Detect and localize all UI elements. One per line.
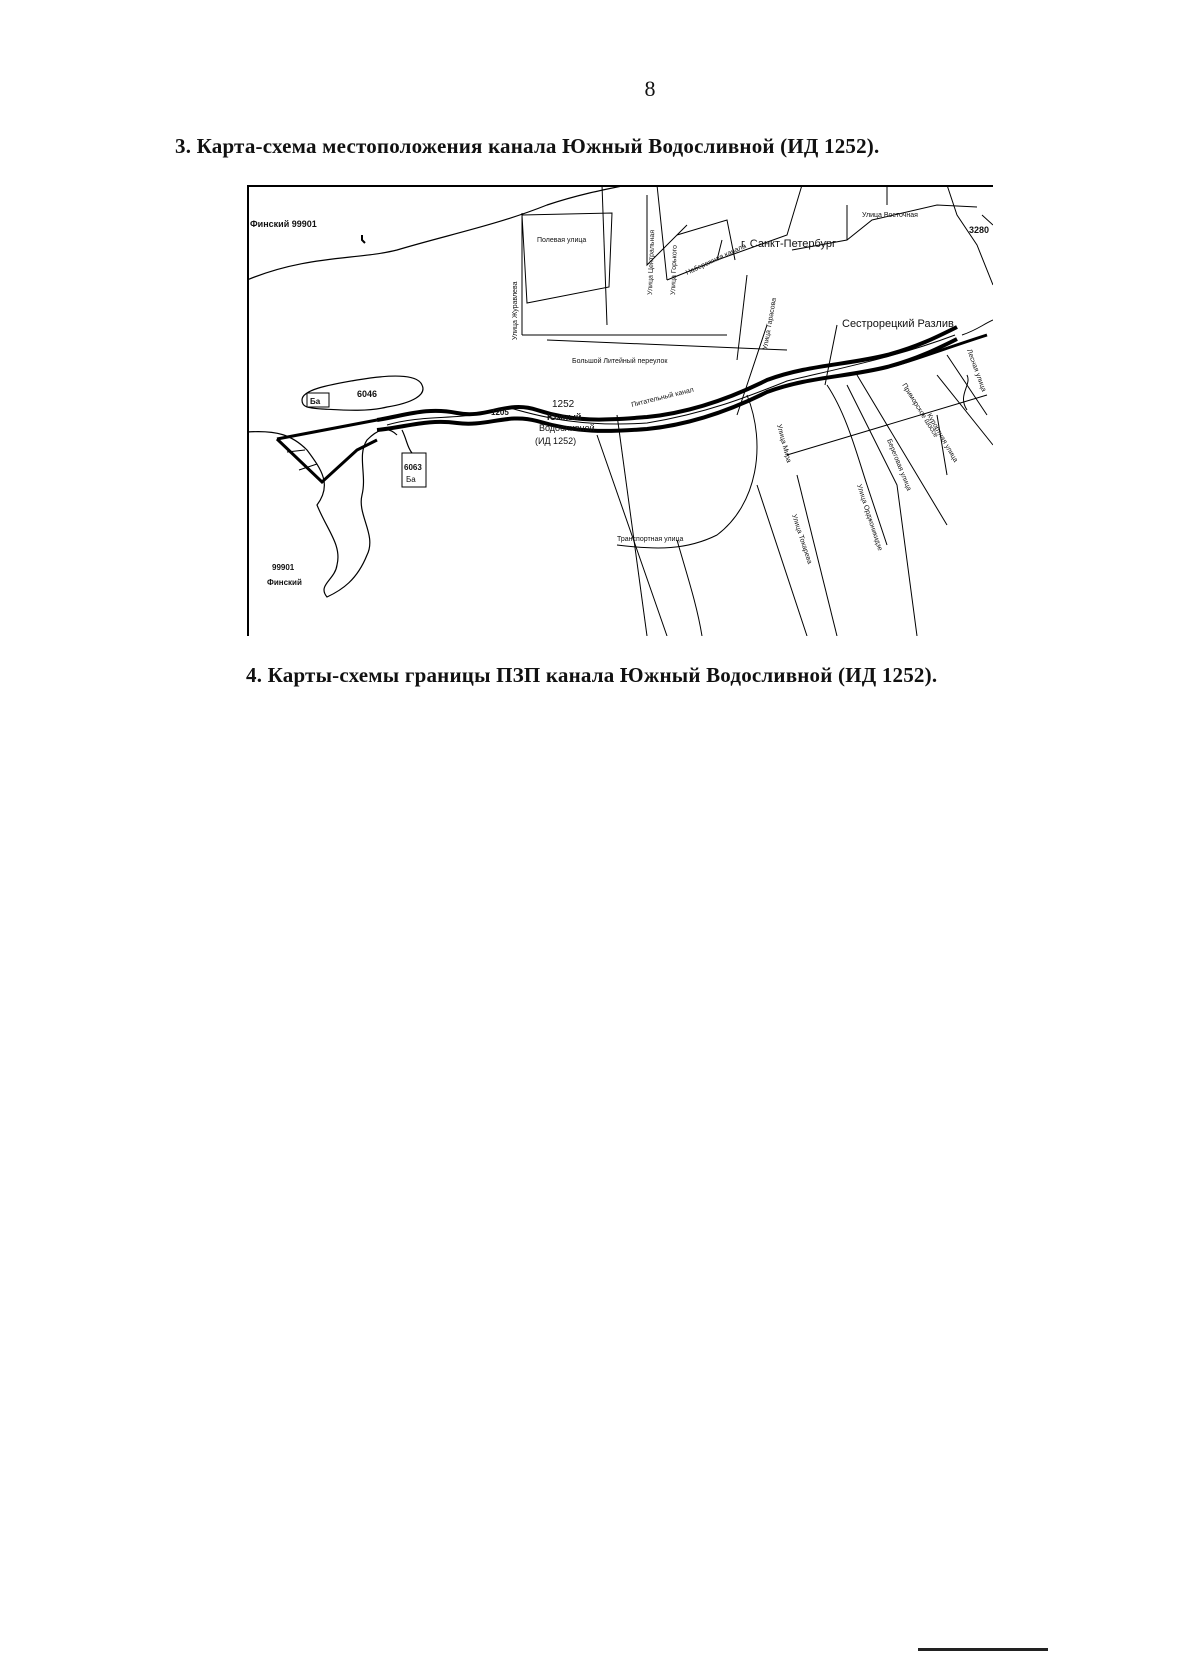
road-14 — [947, 185, 993, 285]
road-15 — [737, 275, 747, 360]
road-5 — [602, 185, 607, 325]
footer-rule — [918, 1648, 1048, 1651]
label-ul-ordzh: Улица Орджоникидзе — [855, 483, 884, 552]
road-23 — [797, 475, 837, 636]
label-finsky-bottom-2: Финский — [267, 578, 302, 587]
label-ba-2: Ба — [406, 475, 416, 484]
road-22 — [757, 485, 807, 636]
label-bolshoy-lit: Большой Литейный переулок — [572, 358, 668, 365]
road-33 — [982, 215, 993, 225]
heading-location-map: 3. Карта-схема местоположения канала Южный Водосливной (ИД 1252). — [175, 134, 880, 158]
coastline-north — [247, 185, 627, 280]
label-primorskoe: Приморское шоссе — [900, 382, 940, 439]
label-code-3280: 3280 — [969, 225, 990, 235]
label-code-6046: 6046 — [357, 389, 378, 399]
canal-south-vodoslivnoy-a — [377, 327, 957, 420]
label-ulitsa-tsentr: Улица Центральная — [647, 229, 657, 296]
road-4 — [547, 340, 787, 350]
location-map — [247, 185, 993, 636]
road-18 — [617, 415, 647, 636]
label-ul-tokareva: Улица Токарева — [790, 513, 813, 565]
label-sestroretsky: Сестрорецкий Разлив — [842, 318, 954, 330]
page-number: 8 — [644, 76, 656, 101]
label-finsky-bottom-1: 99901 — [272, 563, 295, 572]
road-32 — [962, 320, 993, 335]
label-code-1205: 1205 — [491, 408, 509, 417]
label-ul-bergovaya: Береговая улица — [885, 438, 913, 492]
label-ul-kurortnaya: Курортная улица — [925, 412, 959, 464]
road-21 — [677, 540, 702, 636]
label-ulitsa-gorkogo: Улица Горького — [670, 244, 679, 296]
label-pitateln: Питательный канал — [630, 386, 695, 409]
label-finsky-top: Финский 99901 — [250, 219, 317, 229]
label-kanal-id: 1252 — [552, 399, 575, 410]
triangle-edge — [277, 420, 377, 439]
label-kanal-name-2: Водосливной — [539, 423, 595, 433]
label-nab-kanal: Набережная канала — [684, 242, 748, 277]
label-city: г. Санкт-Петербург — [741, 238, 837, 250]
label-ulitsa-zhuravleva: Улица Журавлева — [512, 281, 519, 340]
label-transport: Транспортная улица — [617, 536, 684, 543]
road-27 — [787, 395, 987, 455]
road-6 — [657, 185, 667, 280]
label-ulitsa-mira: Улица Мира — [775, 423, 793, 464]
road-25 — [847, 385, 917, 636]
label-ba-1: Ба — [310, 397, 321, 406]
road-24 — [827, 385, 887, 545]
outflow-to-lake — [402, 430, 412, 453]
coastline-south — [247, 430, 397, 597]
canal-south-vodoslivnoy-b — [377, 339, 957, 431]
road-1 — [522, 213, 612, 303]
label-ulitsa-vostochnaya: Улица Восточная — [862, 212, 918, 219]
label-ulitsa-tarasova: Улица Тарасова — [762, 297, 779, 351]
label-polevaya: Полевая улица — [537, 237, 587, 244]
road-26 — [857, 375, 947, 525]
label-kanal-name-1: Южный — [547, 412, 582, 422]
label-code-6063: 6063 — [404, 463, 422, 472]
label-ul-lesnaya: Лесная улица — [965, 348, 987, 393]
label-kanal-id-paren: (ИД 1252) — [535, 436, 577, 446]
shore-inlet — [362, 235, 365, 243]
road-16 — [737, 325, 767, 415]
heading-boundary-maps: 4. Карты-схемы границы ПЗП канала Южный Водосливной (ИД 1252). — [246, 663, 938, 687]
road-7 — [667, 185, 802, 280]
